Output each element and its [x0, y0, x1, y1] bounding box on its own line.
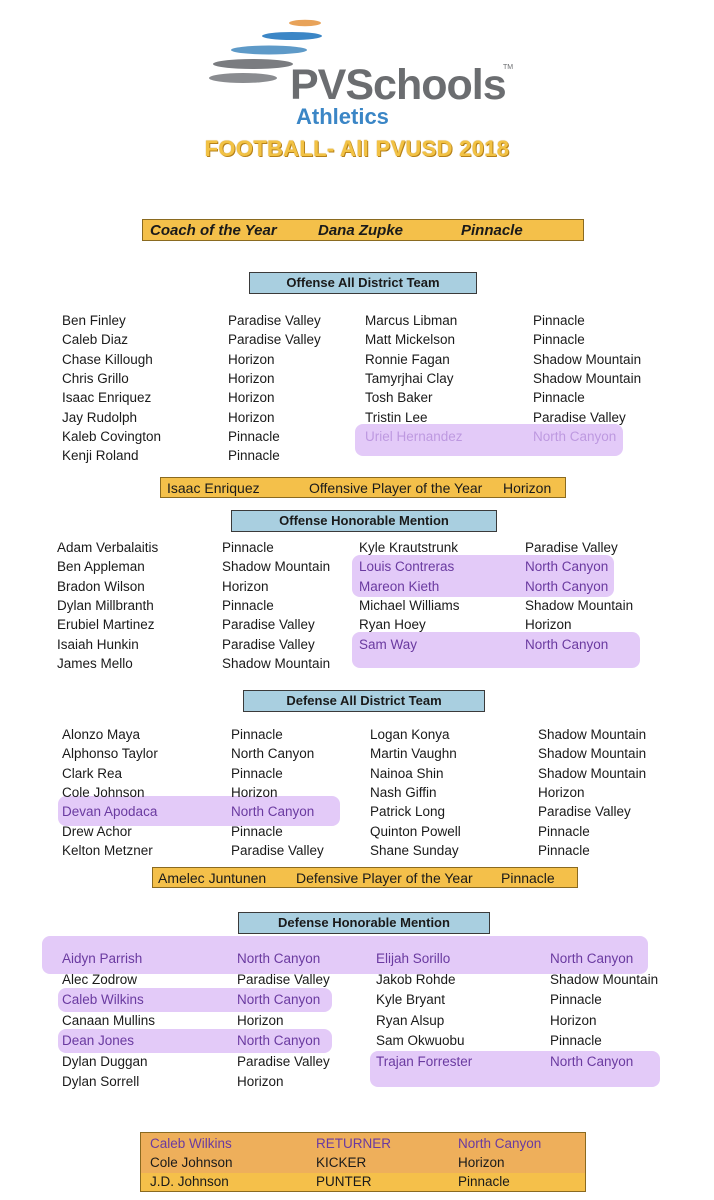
player-name: Ben Finley	[62, 313, 126, 328]
player-school: Pinnacle	[550, 1033, 602, 1048]
offensive-poy-bar	[160, 477, 566, 498]
player-name: Caleb Wilkins	[62, 992, 144, 1007]
defensive-poy-label: Defensive Player of the Year	[296, 869, 473, 886]
player-school: Shadow Mountain	[550, 971, 659, 987]
player-name: Kelton Metzner	[62, 842, 153, 858]
player-school: North Canyon	[231, 804, 315, 820]
player-school: North Canyon	[525, 636, 609, 652]
player-school: Shadow Mountain	[533, 351, 642, 367]
player-school: Shadow Mountain	[525, 597, 634, 613]
player-school: Pinnacle	[222, 540, 274, 555]
player-name: Chris Grillo	[62, 370, 129, 386]
position-label: RETURNER	[316, 1136, 392, 1151]
logo-wordmark: PVSchools	[290, 61, 506, 109]
player-name: Ryan Hoey	[359, 617, 426, 633]
player-school: North Canyon	[550, 951, 634, 966]
player-name: Sam Okwuobu	[376, 1033, 465, 1048]
player-name: Sam Way	[359, 636, 418, 652]
player-name: Dylan Sorrell	[62, 1074, 140, 1089]
coach-name: Dana Zupke	[318, 221, 404, 239]
player-school: Pinnacle	[231, 727, 283, 742]
player-school: North Canyon	[237, 1033, 321, 1048]
player-name: Alphonso Taylor	[62, 746, 158, 762]
player-school: Horizon	[237, 1012, 284, 1028]
player-name: Matt Mickelson	[365, 332, 456, 348]
player-school: Horizon	[228, 370, 275, 386]
player-school: Shadow Mountain	[538, 765, 647, 781]
player-school: North Canyon	[525, 559, 609, 575]
defensive-poy-name: Amelec Juntunen	[158, 869, 267, 886]
player-name: Kyle Krautstrunk	[359, 540, 459, 555]
player-school: Shadow Mountain	[533, 370, 642, 386]
defensive-poy-school: Pinnacle	[501, 869, 555, 886]
position-label: PUNTER	[316, 1174, 372, 1189]
offense-all-heading: Offense All District Team	[249, 272, 477, 294]
player-name: Mareon Kieth	[359, 578, 440, 594]
player-school: North Canyon	[550, 1053, 634, 1069]
player-school: North Canyon	[237, 992, 321, 1007]
player-school: North Canyon	[458, 1136, 542, 1151]
player-school: Horizon	[231, 784, 278, 800]
player-school: Shadow Mountain	[538, 746, 647, 762]
player-school: Paradise Valley	[228, 332, 321, 348]
player-name: J.D. Johnson	[150, 1174, 229, 1189]
player-name: Drew Achor	[62, 823, 132, 839]
player-name: Devan Apodaca	[62, 804, 158, 820]
player-name: Michael Williams	[359, 597, 460, 613]
player-name: Ronnie Fagan	[365, 351, 450, 367]
player-name: Louis Contreras	[359, 559, 455, 575]
player-school: Pinnacle	[538, 823, 590, 839]
player-name: Trajan Forrester	[376, 1053, 473, 1069]
player-school: Horizon	[228, 351, 275, 367]
player-school: Pinnacle	[231, 823, 283, 839]
player-school: Paradise Valley	[538, 804, 631, 820]
coach-of-year-bar	[142, 219, 584, 241]
player-name: Jakob Rohde	[376, 971, 456, 987]
player-name: Tristin Lee	[365, 409, 428, 425]
player-name: Elijah Sorillo	[376, 951, 451, 966]
player-name: Martin Vaughn	[370, 746, 457, 762]
player-school: Horizon	[222, 578, 269, 594]
player-name: James Mello	[57, 655, 133, 671]
player-school: Paradise Valley	[525, 540, 618, 555]
logo-subtitle: Athletics	[296, 104, 389, 129]
defense-all-heading: Defense All District Team	[243, 690, 485, 712]
player-school: Paradise Valley	[222, 617, 315, 633]
page-title: FOOTBALL- All PVUSD 2018	[204, 136, 510, 161]
player-school: Horizon	[237, 1074, 284, 1089]
player-name: Tamyrjhai Clay	[365, 370, 454, 386]
player-name: Bradon Wilson	[57, 578, 145, 594]
player-name: Dean Jones	[62, 1033, 135, 1048]
player-school: Paradise Valley	[533, 409, 626, 425]
player-school: North Canyon	[525, 578, 609, 594]
player-name: Kenji Roland	[62, 448, 139, 464]
player-name: Ben Appleman	[57, 559, 145, 575]
player-name: Logan Konya	[370, 727, 450, 742]
trademark: TM	[503, 64, 514, 71]
player-school: Pinnacle	[458, 1174, 510, 1189]
player-school: Horizon	[550, 1012, 597, 1028]
player-school: Shadow Mountain	[222, 655, 331, 671]
player-school: Shadow Mountain	[538, 727, 647, 742]
player-name: Adam Verbalaitis	[57, 540, 159, 555]
offensive-poy-school: Horizon	[503, 479, 552, 496]
player-school: Paradise Valley	[237, 971, 330, 987]
offensive-poy-label: Offensive Player of the Year	[309, 479, 483, 496]
player-name: Cole Johnson	[62, 784, 145, 800]
player-name: Nash Giffin	[370, 784, 437, 800]
player-name: Chase Killough	[62, 351, 153, 367]
player-name: Caleb Diaz	[62, 332, 129, 348]
player-school: Pinnacle	[550, 992, 602, 1007]
coach-label: Coach of the Year	[150, 221, 277, 239]
offense-hm-heading: Offense Honorable Mention	[231, 510, 497, 532]
player-name: Nainoa Shin	[370, 765, 444, 781]
player-name: Patrick Long	[370, 804, 446, 820]
defense-hm-heading: Defense Honorable Mention	[238, 912, 490, 934]
player-school: Paradise Valley	[237, 1053, 330, 1069]
player-school: Paradise Valley	[231, 842, 324, 858]
player-name: Cole Johnson	[150, 1155, 233, 1170]
player-school: Paradise Valley	[228, 313, 321, 328]
player-school: Pinnacle	[538, 842, 590, 858]
player-name: Isaiah Hunkin	[57, 636, 139, 652]
player-school: Horizon	[458, 1155, 505, 1170]
player-school: Pinnacle	[228, 428, 280, 444]
offensive-poy-name: Isaac Enriquez	[167, 479, 260, 496]
player-name: Kaleb Covington	[62, 428, 162, 444]
player-school: Pinnacle	[222, 597, 274, 613]
player-name: Dylan Duggan	[62, 1053, 148, 1069]
player-name: Kyle Bryant	[376, 992, 446, 1007]
player-name: Jay Rudolph	[62, 409, 138, 425]
player-school: Horizon	[538, 784, 585, 800]
player-name: Tosh Baker	[365, 390, 433, 406]
player-name: Ryan Alsup	[376, 1012, 445, 1028]
player-name: Isaac Enriquez	[62, 390, 152, 406]
position-label: KICKER	[316, 1155, 367, 1170]
coach-school: Pinnacle	[461, 221, 523, 239]
player-name: Alec Zodrow	[62, 971, 138, 987]
player-name: Erubiel Martinez	[57, 617, 155, 633]
player-school: North Canyon	[231, 746, 315, 762]
player-name: Marcus Libman	[365, 313, 458, 328]
player-name: Shane Sunday	[370, 842, 459, 858]
player-name: Caleb Wilkins	[150, 1136, 232, 1151]
player-name: Quinton Powell	[370, 823, 461, 839]
player-school: North Canyon	[237, 951, 321, 966]
player-school: Horizon	[228, 390, 275, 406]
player-school: Pinnacle	[533, 332, 585, 348]
player-school: Shadow Mountain	[222, 559, 331, 575]
player-school: Horizon	[525, 617, 572, 633]
player-school: Pinnacle	[228, 448, 280, 464]
player-school: Paradise Valley	[222, 636, 315, 652]
player-school: Horizon	[228, 409, 275, 425]
player-name: Clark Rea	[62, 765, 123, 781]
highlight-mark	[355, 424, 623, 456]
player-school: Pinnacle	[533, 390, 585, 406]
player-name: Canaan Mullins	[62, 1012, 156, 1028]
player-school: Pinnacle	[533, 313, 585, 328]
player-school: Pinnacle	[231, 765, 283, 781]
player-name: Alonzo Maya	[62, 727, 141, 742]
defensive-poy-bar	[152, 867, 578, 888]
player-name: Aidyn Parrish	[62, 951, 143, 966]
player-name: Dylan Millbranth	[57, 597, 154, 613]
